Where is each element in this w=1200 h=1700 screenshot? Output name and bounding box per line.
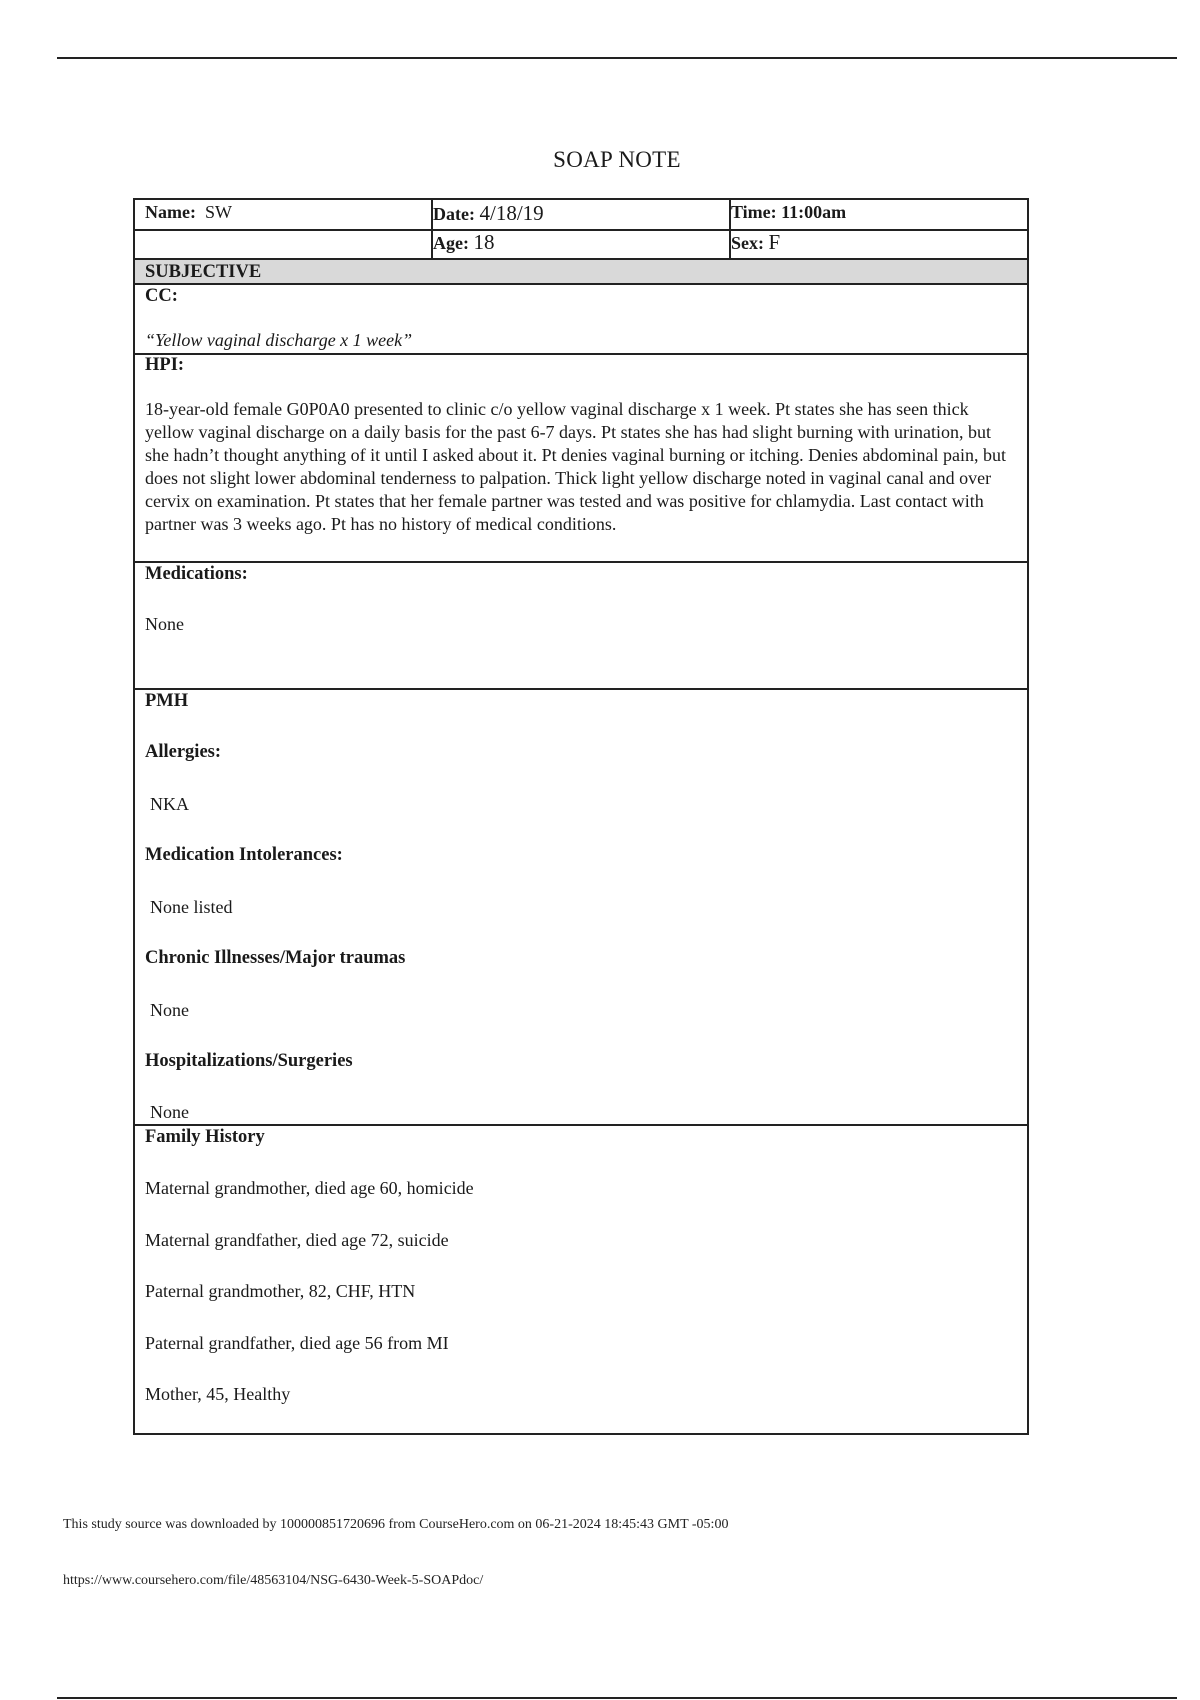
hpi-text: 18-year-old female G0P0A0 presented to clinic c/o yellow vaginal discharge x 1 week. Pt states she has seen thick yellow vaginal discharge on a daily basis for the past 6-7 days. Pt states she has had slight burning with urination, but she hadn’t thought anything of it until I asked about it. Pt denies vaginal burning or itching. Denies abdominal pain, but does not slight lower abdominal tenderness to palpation. Thick light yellow discharge noted in vaginal canal and over cervix on examination. Pt states that her female partner was tested and was positive for chlamydia. Last contact with partner was 3 weeks ago. Pt has no history of medical conditions. <box>145 399 1007 534</box>
time-label: Time: <box>731 202 777 222</box>
soap-form <box>133 198 1029 1435</box>
name-label: Name: <box>145 202 196 222</box>
pmh-label: PMH <box>145 691 189 711</box>
top-rule <box>57 57 1177 59</box>
download-source-line: This study source was downloaded by 100000851720696 from CourseHero.com on 06-21-2024 18:45:43 GMT -05:00 <box>63 1517 729 1532</box>
cc-value: “Yellow vaginal discharge x 1 week” <box>145 330 413 350</box>
chronic-label: Chronic Illnesses/Major traumas <box>145 948 406 968</box>
page-title: SOAP NOTE <box>553 147 681 172</box>
family-history-item: Maternal grandfather, died age 72, suicide <box>145 1230 449 1250</box>
medications-bottom-border <box>135 688 1027 690</box>
subjective-heading: SUBJECTIVE <box>135 260 1027 283</box>
medications-value: None <box>145 614 184 634</box>
hpi-label: HPI: <box>145 355 185 375</box>
date-value: 4/18/19 <box>479 201 544 225</box>
intolerances-value: None listed <box>150 897 233 917</box>
sex-value: F <box>768 230 781 254</box>
family-history-item: Paternal grandfather, died age 56 from MI <box>145 1333 449 1353</box>
bottom-rule <box>57 1697 1177 1699</box>
age-field <box>433 230 494 255</box>
hpi-bottom-border <box>135 561 1027 563</box>
time-field <box>731 202 846 223</box>
medications-label: Medications: <box>145 564 248 584</box>
hospitalizations-value: None <box>150 1102 189 1122</box>
date-field <box>433 201 544 226</box>
subjective-bottom-border <box>135 283 1027 285</box>
sex-label: Sex: <box>731 233 764 253</box>
family-history-item: Mother, 45, Healthy <box>145 1384 291 1404</box>
header-row-divider <box>135 229 1027 231</box>
family-history-item: Maternal grandmother, died age 60, homicide <box>145 1178 474 1198</box>
allergies-label: Allergies: <box>145 742 222 762</box>
pmh-bottom-border <box>135 1124 1027 1126</box>
chronic-value: None <box>150 1000 189 1020</box>
family-history-item: Paternal grandmother, 82, CHF, HTN <box>145 1281 416 1301</box>
age-label: Age: <box>433 233 469 253</box>
family-history-label: Family History <box>145 1127 265 1147</box>
name-field <box>145 202 232 223</box>
sex-field <box>731 230 780 255</box>
source-url-line: https://www.coursehero.com/file/48563104/NSG-6430-Week-5-SOAPdoc/ <box>63 1573 484 1588</box>
intolerances-label: Medication Intolerances: <box>145 845 343 865</box>
name-value: SW <box>204 202 232 222</box>
cc-label: CC: <box>145 286 178 306</box>
age-value: 18 <box>473 230 495 254</box>
hospitalizations-label: Hospitalizations/Surgeries <box>145 1051 353 1071</box>
time-value: 11:00am <box>781 202 847 222</box>
allergies-value: NKA <box>150 794 189 814</box>
date-label: Date: <box>433 204 475 224</box>
cc-bottom-border <box>135 353 1027 355</box>
